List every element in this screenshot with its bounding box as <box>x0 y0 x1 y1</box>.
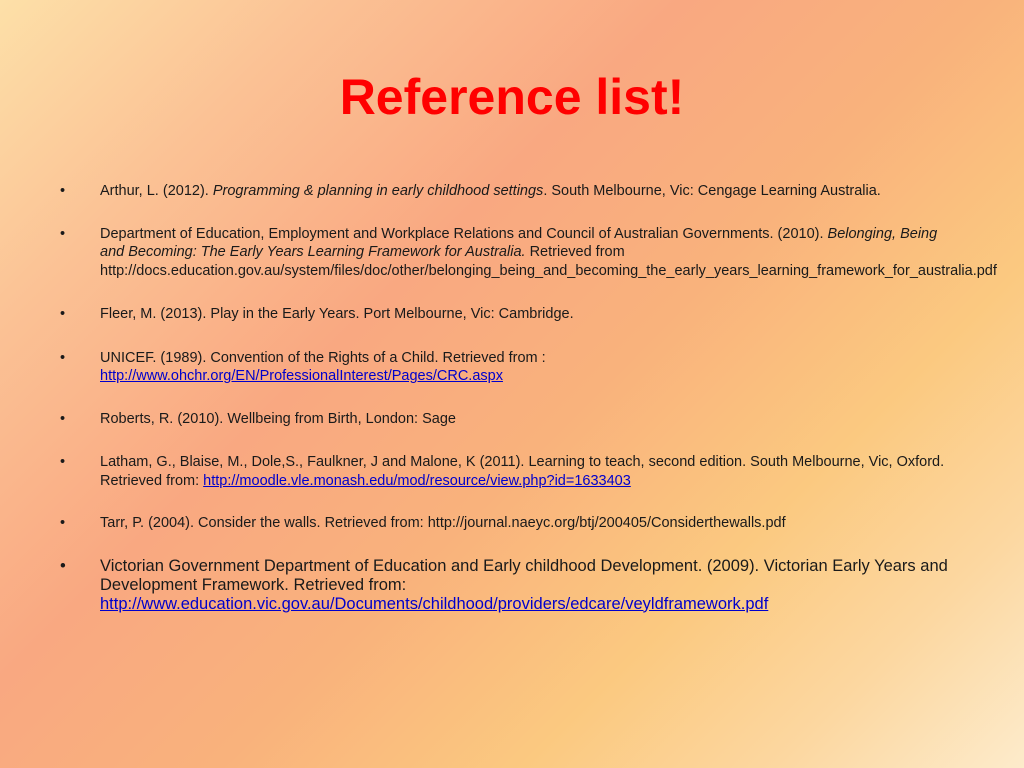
bullet-icon: • <box>60 515 66 531</box>
reference-text: Roberts, R. (2010). Wellbeing from Birth, London: Sage <box>100 410 456 427</box>
bullet-icon: • <box>60 349 66 366</box>
reference-text: UNICEF. (1989). Convention of the Rights of a Child. Retrieved from : <box>100 349 546 366</box>
reference-text: Victorian Government Department of Education and Early childhood Development. (2009). Victorian Early Years and Development Framework. Retrieved from: <box>100 556 948 594</box>
reference-text: . South Melbourne, Vic: Cengage Learning Australia. <box>543 183 881 199</box>
reference-item <box>60 514 965 533</box>
slide-title: Reference list! <box>339 69 685 125</box>
reference-item <box>60 225 997 281</box>
reference-title: Programming & planning in early childhood settings <box>212 183 544 199</box>
reference-list <box>60 182 997 614</box>
reference-text: Department of Education, Employment and Workplace Relations and Council of Australian Governments. (2010). <box>100 225 828 242</box>
bullet-icon: • <box>60 306 66 322</box>
bullet-icon: • <box>60 225 66 242</box>
bullet-icon: • <box>60 183 66 199</box>
reference-item <box>60 410 965 429</box>
bullet-icon: • <box>60 556 66 575</box>
reference-text: Fleer, M. (2013). Play in the Early Years. Port Melbourne, Vic: Cambridge. <box>100 306 574 322</box>
reference-text: Retrieved from http://docs.education.gov.au/system/files/doc/other/belonging_being_and_becoming_the_early_years_learning_framework_for_australia.pdf <box>100 244 997 279</box>
reference-item <box>60 453 965 490</box>
reference-link[interactable]: http://moodle.vle.monash.edu/mod/resource/view.php?id=1633403 <box>203 472 631 489</box>
reference-link[interactable]: http://www.education.vic.gov.au/Documents/childhood/providers/edcare/veyldframework.pdf <box>100 594 769 613</box>
bullet-icon: • <box>60 454 66 470</box>
reference-text: Arthur, L. (2012). <box>100 183 213 199</box>
reference-text: Latham, G., Blaise, M., Dole,S., Faulkner, J and Malone, K (2011). Learning to teach, second edition. South Melbourne, Vic, Oxford. Retrieved from: <box>100 454 945 489</box>
reference-item <box>60 349 965 386</box>
reference-item <box>60 305 965 324</box>
bullet-icon: • <box>60 410 66 427</box>
reference-item <box>60 182 965 201</box>
reference-link[interactable]: http://www.ohchr.org/EN/ProfessionalInterest/Pages/CRC.aspx <box>100 368 503 384</box>
reference-title: Belonging, Being and Becoming: The Early Years Learning Framework for Australia. <box>100 225 938 260</box>
reference-item <box>60 557 965 614</box>
reference-text: Tarr, P. (2004). Consider the walls. Retrieved from: http://journal.naeyc.org/btj/200405/Considerthewalls.pdf <box>100 515 786 531</box>
